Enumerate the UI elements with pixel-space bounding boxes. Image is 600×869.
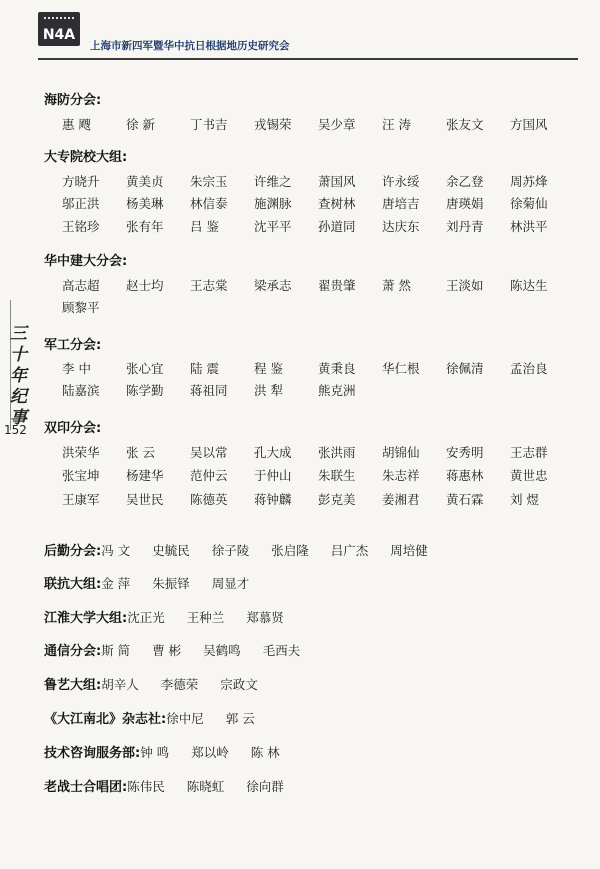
- member-name: 朱宗玉: [190, 174, 228, 189]
- member-name: 郑慕贤: [246, 610, 284, 625]
- member-name: 林洪平: [510, 219, 548, 234]
- member-name: 冯 文: [101, 543, 131, 558]
- member-name: 吕 鉴: [190, 219, 219, 234]
- member-name: 范仲云: [190, 468, 228, 483]
- member-name: 许永绥: [382, 174, 420, 189]
- member-name: 查树林: [318, 196, 356, 211]
- section-title: 双印分会:: [44, 421, 102, 436]
- member-name: 方国风: [510, 117, 548, 132]
- member-name: 吴少章: [318, 117, 356, 132]
- member-name: 黄世忠: [510, 468, 548, 483]
- member-name: 陈达生: [510, 278, 548, 293]
- member-name: 陈 林: [250, 745, 280, 760]
- member-name: 萧国风: [318, 174, 356, 189]
- member-name: 于仲山: [254, 468, 292, 483]
- member-name: 周苏烽: [510, 174, 548, 189]
- member-name: 黄石霖: [446, 492, 484, 507]
- inline-section: [44, 708, 277, 727]
- section-title: 通信分会:: [44, 644, 102, 659]
- member-name: 刘丹青: [446, 219, 484, 234]
- member-name: 徐中尼: [166, 711, 204, 726]
- inline-section: [44, 640, 322, 659]
- member-name: 唐瑛娟: [446, 196, 484, 211]
- member-name: 朱振铎: [152, 576, 190, 591]
- member-name: 张心宜: [126, 361, 164, 376]
- member-name: 徐佩清: [446, 361, 484, 376]
- member-name: 王种兰: [186, 610, 225, 625]
- member-name: 王康军: [62, 492, 100, 507]
- member-name: 斯 简: [101, 643, 131, 658]
- member-name: 朱志祥: [382, 468, 420, 483]
- member-name: 黄美贞: [126, 174, 164, 189]
- member-name: 杨建华: [126, 468, 164, 483]
- member-name: 吕广杰: [330, 543, 369, 558]
- member-name: 彭克美: [318, 492, 356, 507]
- member-name: 张启隆: [271, 543, 309, 558]
- logo-text: N4A: [42, 27, 76, 43]
- member-name: 张友文: [446, 117, 484, 132]
- calligraphy-title: 三十年纪事: [10, 324, 27, 428]
- member-name: 蒋钟麟: [254, 492, 292, 507]
- member-name: 徐菊仙: [510, 196, 548, 211]
- member-name: 安秀明: [446, 445, 484, 460]
- member-name: 徐 新: [126, 117, 155, 132]
- member-name: 郑以岭: [191, 745, 229, 760]
- member-name: 陆 震: [190, 361, 219, 376]
- inline-section: [44, 540, 450, 559]
- member-name: 郭 云: [225, 711, 255, 726]
- inline-section: [44, 742, 302, 761]
- section-title: 军工分会:: [44, 338, 102, 353]
- section-title: 联抗大组:: [44, 577, 102, 592]
- member-name: 杨美琳: [126, 196, 164, 211]
- member-name: 黄秉良: [318, 361, 356, 376]
- member-name: 陆嘉滨: [62, 383, 100, 398]
- member-name: 张 云: [126, 445, 155, 460]
- member-name: 吴世民: [126, 492, 164, 507]
- inline-section: [44, 674, 280, 693]
- member-name: 沈正光: [127, 610, 165, 625]
- header-rule: [38, 58, 578, 60]
- logo-dots: [44, 17, 74, 22]
- member-name: 金 萍: [101, 576, 131, 591]
- inline-section: [44, 573, 271, 592]
- member-name: 李德荣: [160, 677, 199, 692]
- member-name: 蒋祖同: [190, 383, 228, 398]
- member-name: 赵士均: [126, 278, 164, 293]
- member-name: 徐子陵: [211, 543, 250, 558]
- member-name: 李 中: [62, 361, 91, 376]
- section-title: 大专院校大组:: [44, 150, 128, 165]
- section-title: 华中建大分会:: [44, 254, 128, 269]
- member-name: 孙道同: [318, 219, 356, 234]
- member-name: 钟 鸣: [140, 745, 170, 760]
- section-title: 江淮大学大组:: [44, 611, 128, 626]
- member-name: 王铭珍: [62, 219, 100, 234]
- member-name: 曹 彬: [152, 643, 182, 658]
- member-name: 方晓升: [62, 174, 100, 189]
- member-name: 许维之: [254, 174, 292, 189]
- member-name: 蒋惠林: [446, 468, 484, 483]
- member-name: 徐向群: [246, 779, 284, 794]
- member-name: 周显才: [211, 576, 250, 591]
- member-name: 张有年: [126, 219, 164, 234]
- member-name: 张洪雨: [318, 445, 356, 460]
- member-name: 王志群: [510, 445, 548, 460]
- member-name: 施渊脉: [254, 196, 292, 211]
- member-name: 丁书吉: [190, 117, 228, 132]
- member-name: 余乙登: [446, 174, 484, 189]
- page-header: [38, 12, 578, 62]
- member-name: 程 鉴: [254, 361, 283, 376]
- section-title: 技术咨询服务部:: [44, 746, 141, 761]
- member-name: 姜湘君: [382, 492, 420, 507]
- member-name: 吴鹤鸣: [203, 643, 241, 658]
- member-name: 孟治良: [510, 361, 548, 376]
- member-name: 史毓民: [152, 543, 190, 558]
- member-name: 达庆东: [382, 219, 420, 234]
- member-name: 王淡如: [446, 278, 484, 293]
- member-name: 张宝坤: [62, 468, 100, 483]
- page-number: 152: [4, 423, 27, 437]
- n4a-logo: [38, 12, 80, 46]
- member-name: 邬正洪: [62, 196, 100, 211]
- member-name: 胡锦仙: [382, 445, 420, 460]
- member-name: 萧 然: [382, 278, 411, 293]
- member-name: 陈德英: [190, 492, 228, 507]
- organization-name: 上海市新四军暨华中抗日根据地历史研究会: [90, 40, 290, 52]
- inline-section: [44, 607, 306, 626]
- member-name: 洪 犁: [254, 383, 283, 398]
- member-name: 周培健: [390, 543, 428, 558]
- section-title: 后勤分会:: [44, 544, 102, 559]
- member-name: 陈学勤: [126, 383, 164, 398]
- member-name: 朱联生: [318, 468, 356, 483]
- member-name: 汪 涛: [382, 117, 411, 132]
- member-name: 熊克洲: [318, 383, 356, 398]
- member-name: 陈伟民: [127, 779, 165, 794]
- section-title: 海防分会:: [44, 93, 102, 108]
- section-title: 《大江南北》杂志社:: [44, 712, 167, 727]
- member-name: 陈晓虹: [186, 779, 225, 794]
- member-name: 林信泰: [190, 196, 228, 211]
- section-title: 老战士合唱团:: [44, 780, 128, 795]
- member-name: 胡辛人: [101, 677, 139, 692]
- member-name: 唐培吉: [382, 196, 420, 211]
- member-name: 刘 煜: [510, 492, 539, 507]
- member-name: 沈平平: [254, 219, 292, 234]
- member-name: 洪荣华: [62, 445, 100, 460]
- member-name: 戎锡荣: [254, 117, 292, 132]
- member-name: 高志超: [62, 278, 100, 293]
- member-name: 华仁根: [382, 361, 420, 376]
- member-name: 梁承志: [254, 278, 292, 293]
- inline-section: [44, 776, 306, 795]
- member-name: 宗政文: [220, 677, 258, 692]
- member-name: 翟贵肇: [318, 278, 356, 293]
- side-margin: [6, 300, 42, 440]
- member-name: 吴以常: [190, 445, 228, 460]
- member-name: 孔大成: [254, 445, 292, 460]
- member-name: 王志棠: [190, 278, 228, 293]
- section-title: 鲁艺大组:: [44, 678, 102, 693]
- member-name: 顾黎平: [62, 300, 100, 315]
- member-name: 惠 飕: [62, 117, 91, 132]
- member-name: 毛西夫: [262, 643, 301, 658]
